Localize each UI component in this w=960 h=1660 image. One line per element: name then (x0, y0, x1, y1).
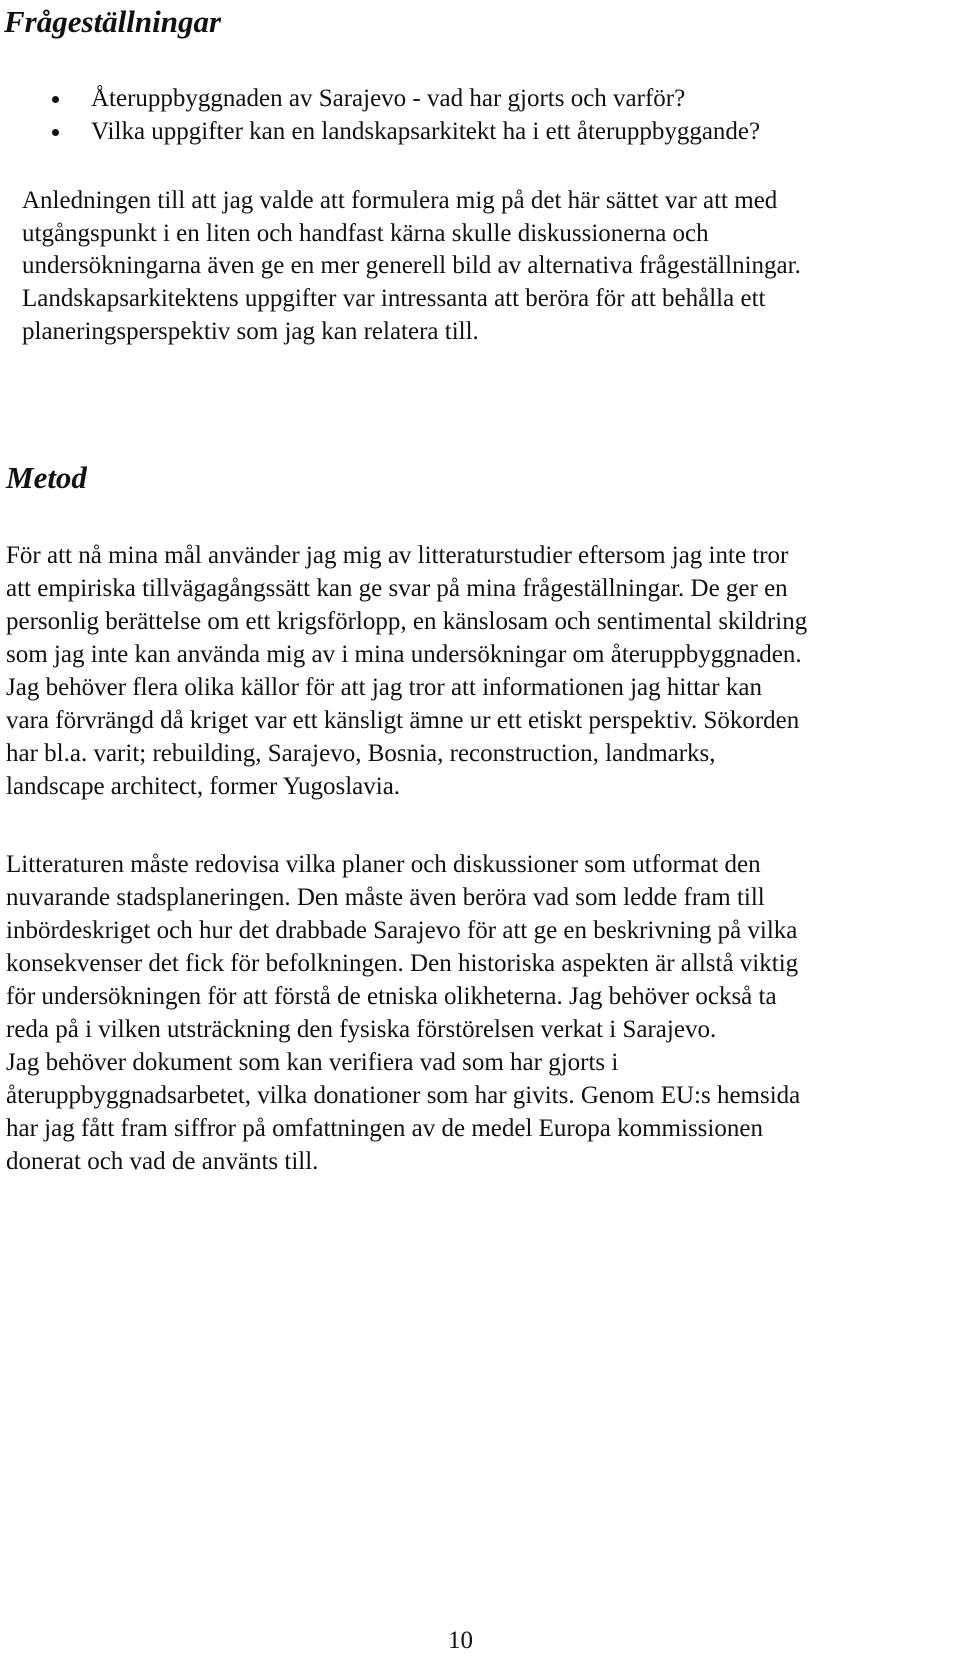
text-line: har jag fått fram siffror på omfattningen av de medel Europa kommissionen (6, 1115, 763, 1142)
text-line: För att nå mina mål använder jag mig av litteraturstudier eftersom jag inte tror (6, 542, 789, 569)
heading-fragestallningar: Frågeställningar (4, 4, 222, 39)
question-list (0, 82, 760, 148)
text-line: återuppbyggnadsarbetet, vilka donationer som har givits. Genom EU:s hemsida (6, 1082, 801, 1109)
text-line: Landskapsarkitektens uppgifter var intressanta att beröra för att behålla ett (22, 285, 766, 313)
text-line: Jag behöver dokument som kan verifiera vad som har gjorts i (6, 1049, 619, 1076)
list-item (0, 115, 760, 148)
text-line: Jag behöver flera olika källor för att jag tror att informationen jag hittar kan (6, 674, 762, 701)
paragraph-literature (6, 848, 800, 1178)
heading-metod: Metod (6, 460, 87, 495)
paragraph-motivation (22, 185, 801, 349)
text-line: vara förvrängd då kriget var ett känsligt ämne ur ett etiskt perspektiv. Sökorden (6, 707, 800, 734)
text-line: som jag inte kan använda mig av i mina undersökningar om återuppbyggnaden. (6, 641, 802, 668)
text-line: att empiriska tillvägagångssätt kan ge svar på mina frågeställningar. De ger en (6, 575, 788, 602)
text-line: planeringsperspektiv som jag kan relatera till. (22, 317, 479, 345)
page-number: 10 (448, 1627, 473, 1654)
bullet-icon (52, 96, 59, 103)
bullet-icon (52, 129, 59, 136)
text-line: Anledningen till att jag valde att formulera mig på det här sättet var att med (22, 187, 778, 214)
list-item (0, 82, 760, 115)
text-line: inbördeskriget och hur det drabbade Sarajevo för att ge en beskrivning på vilka (6, 917, 798, 944)
text-line: utgångspunkt i en liten och handfast kärna skulle diskussionerna och (22, 219, 709, 247)
paragraph-method (6, 539, 807, 803)
text-line: personlig berättelse om ett krigsförlopp, en känslosam och sentimental skildring (6, 608, 808, 635)
text-line: donerat och vad de använts till. (6, 1148, 319, 1175)
text-line: konsekvenser det fick för befolkningen. Den historiska aspekten är allstå viktig (6, 950, 799, 977)
text-line: Litteraturen måste redovisa vilka planer och diskussioner som utformat den (6, 851, 761, 878)
text-line: för undersökningen för att förstå de etniska olikheterna. Jag behöver också ta (6, 983, 777, 1010)
text-line: har bl.a. varit; rebuilding, Sarajevo, Bosnia, reconstruction, landmarks, (6, 740, 716, 767)
text-line: landscape architect, former Yugoslavia. (6, 773, 401, 800)
list-item-text: Återuppbyggnaden av Sarajevo - vad har gjorts och varför? (91, 85, 686, 112)
text-line: undersökningarna även ge en mer generell bild av alternativa frågeställningar. (22, 252, 801, 280)
list-item-text: Vilka uppgifter kan en landskapsarkitekt ha i ett återuppbyggande? (91, 118, 761, 145)
text-line: nuvarande stadsplaneringen. Den måste även beröra vad som ledde fram till (6, 884, 765, 911)
text-line: reda på i vilken utsträckning den fysiska förstörelsen verkat i Sarajevo. (6, 1016, 717, 1043)
